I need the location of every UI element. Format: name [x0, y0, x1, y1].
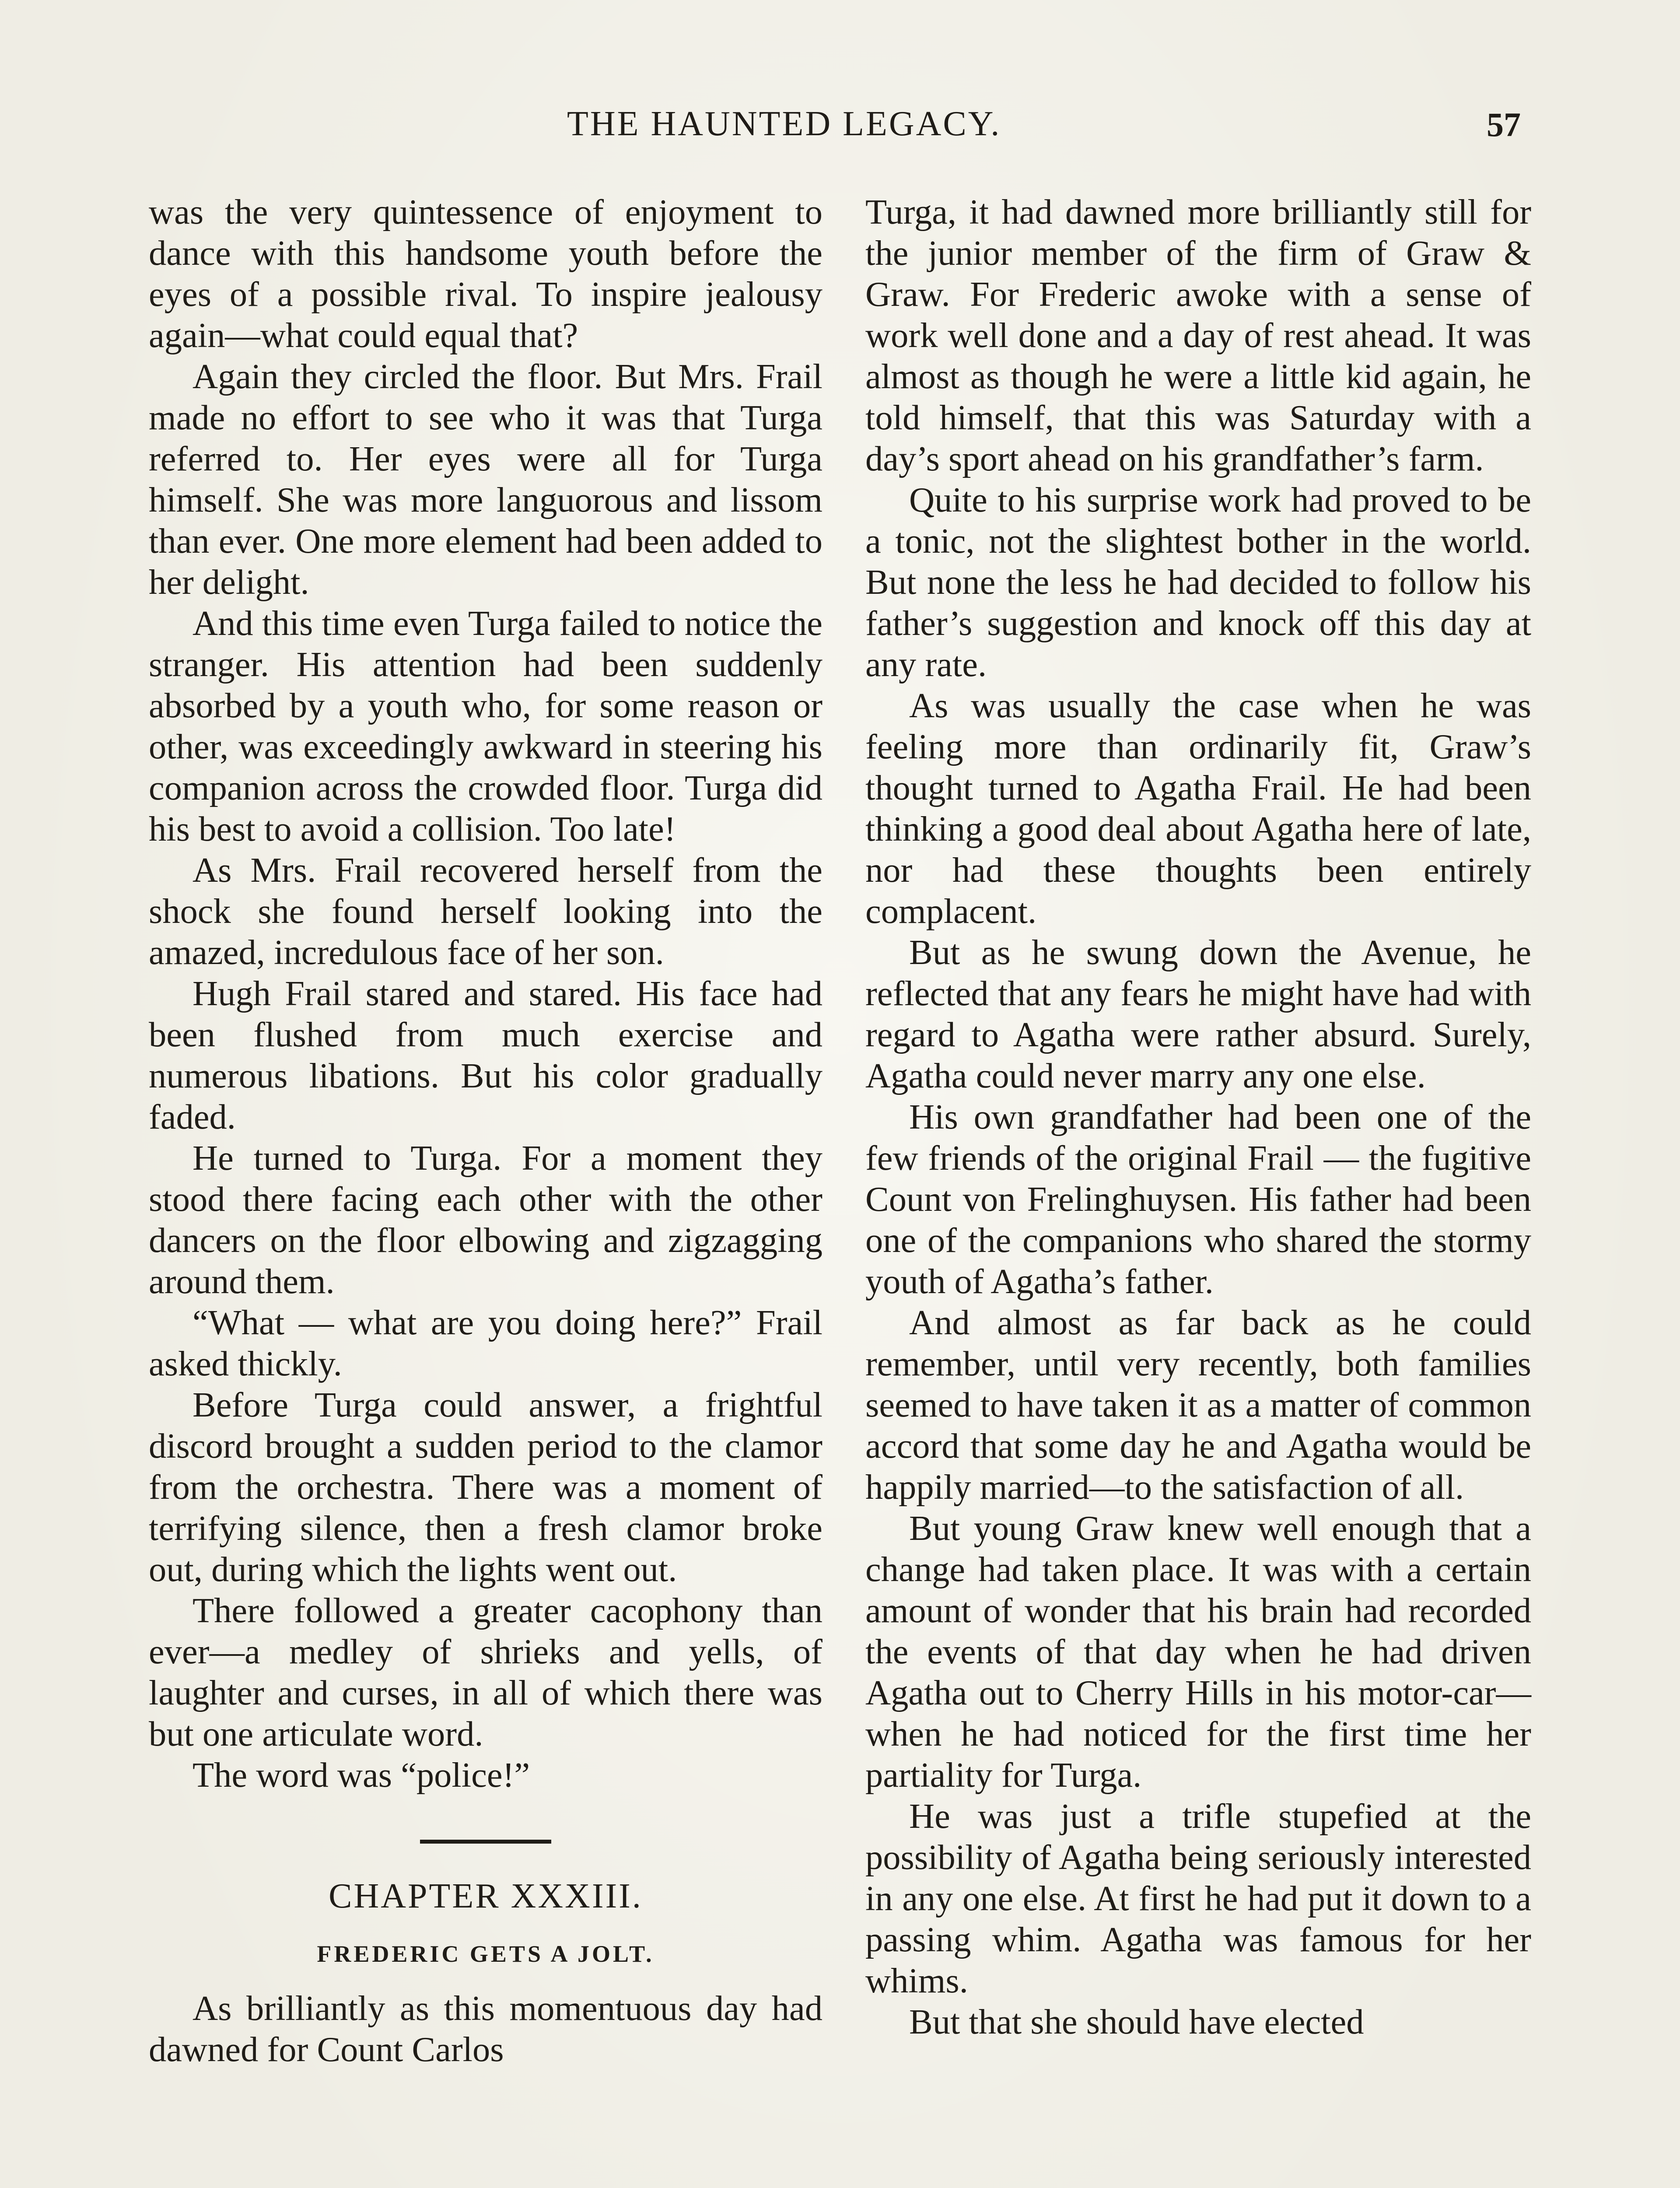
paragraph: But as he swung down the Avenue, he reflected that any fears he might have had with regard to Agatha were rather absurd. Surely, Agatha could never marry any one else. — [865, 933, 1531, 1095]
paragraph: “What — what are you doing here?” Frail asked thickly. — [149, 1303, 822, 1383]
paragraph: His own grandfather had been one of the few friends of the original Frail — the fugitive Count von Frelinghuysen. His father had been one of the companions who shared the stormy youth of Agatha’s father. — [865, 1098, 1531, 1301]
paragraph: As Mrs. Frail recovered herself from the shock she found herself looking into the amazed, incredulous face of her son. — [149, 851, 822, 972]
chapter-subtitle: FREDERIC GETS A JOLT. — [317, 1941, 654, 1967]
chapter-divider-rule — [420, 1840, 551, 1844]
left-column — [149, 192, 822, 2070]
paragraph: And almost as far back as he could remember, until very recently, both families seemed to have taken it as a matter of common accord that some day he and Agatha would be happily married—to the satisfaction of all. — [865, 1303, 1531, 1507]
paragraph: As was usually the case when he was feeling more than ordinarily fit, Graw’s thought turned to Agatha Frail. He had been thinking a good deal about Agatha here of late, nor had these thoughts been entirely complacent. — [865, 686, 1531, 931]
paragraph: Hugh Frail stared and stared. His face had been flushed from much exercise and numerous libations. But his color gradually faded. — [149, 974, 822, 1136]
paragraph: But that she should have elected — [909, 2002, 1364, 2041]
right-column — [865, 192, 1531, 2043]
paragraph: Before Turga could answer, a frightful discord brought a sudden period to the clamor from the orchestra. There was a moment of terrifying silence, then a fresh clamor broke out, during which the lights went out. — [149, 1385, 822, 1589]
page-number: 57 — [1487, 105, 1521, 144]
paragraph: Again they circled the floor. But Mrs. Frail made no effort to see who it was that Turga referred to. Her eyes were all for Turga himself. She was more languorous and lissom than ever. One more element had been added to her delight. — [149, 357, 822, 602]
paragraph: Turga, it had dawned more brilliantly still for the junior member of the firm of Graw & Graw. For Frederic awoke with a sense of work well done and a day of rest ahead. It was almost as though he were a little kid again, he told himself, that this was Saturday with a day’s sport ahead on his grandfather’s farm. — [865, 193, 1531, 478]
paragraph: There followed a greater cacophony than ever—a medley of shrieks and yells, of laughter and curses, in all of which there was but one articulate word. — [149, 1591, 822, 1753]
paragraph: He turned to Turga. For a moment they stood there facing each other with the other dancers on the floor elbowing and zigzagging around them. — [149, 1139, 822, 1301]
paragraph: He was just a trifle stupefied at the possibility of Agatha being seriously interested in any one else. At first he had put it down to a passing whim. Agatha was famous for her whims. — [865, 1797, 1531, 2000]
paragraph: But young Graw knew well enough that a change had taken place. It was with a certain amount of wonder that his brain had recorded the events of that day when he had driven Agatha out to Cherry Hills in his motor-car—when he had noticed for the first time her partiality for Turga. — [865, 1509, 1531, 1795]
paragraph: And this time even Turga failed to notice the stranger. His attention had been suddenly absorbed by a youth who, for some reason or other, was exceedingly awkward in steering his companion across the crowded floor. Turga did his best to avoid a collision. Too late! — [149, 604, 822, 849]
paragraph: As brilliantly as this momentuous day had dawned for Count Carlos — [149, 1989, 822, 2069]
paragraph: was the very quintessence of enjoyment to dance with this handsome youth before the eyes of a possible rival. To inspire jealousy again—what could equal that? — [149, 193, 822, 355]
paragraph: Quite to his surprise work had proved to be a tonic, not the slightest bother in the world. But none the less he had decided to follow his father’s suggestion and knock off this day at any rate. — [865, 480, 1531, 684]
paragraph: The word was “police!” — [192, 1756, 530, 1795]
running-title: THE HAUNTED LEGACY. — [567, 105, 1001, 143]
chapter-title: CHAPTER XXXIII. — [329, 1877, 643, 1915]
